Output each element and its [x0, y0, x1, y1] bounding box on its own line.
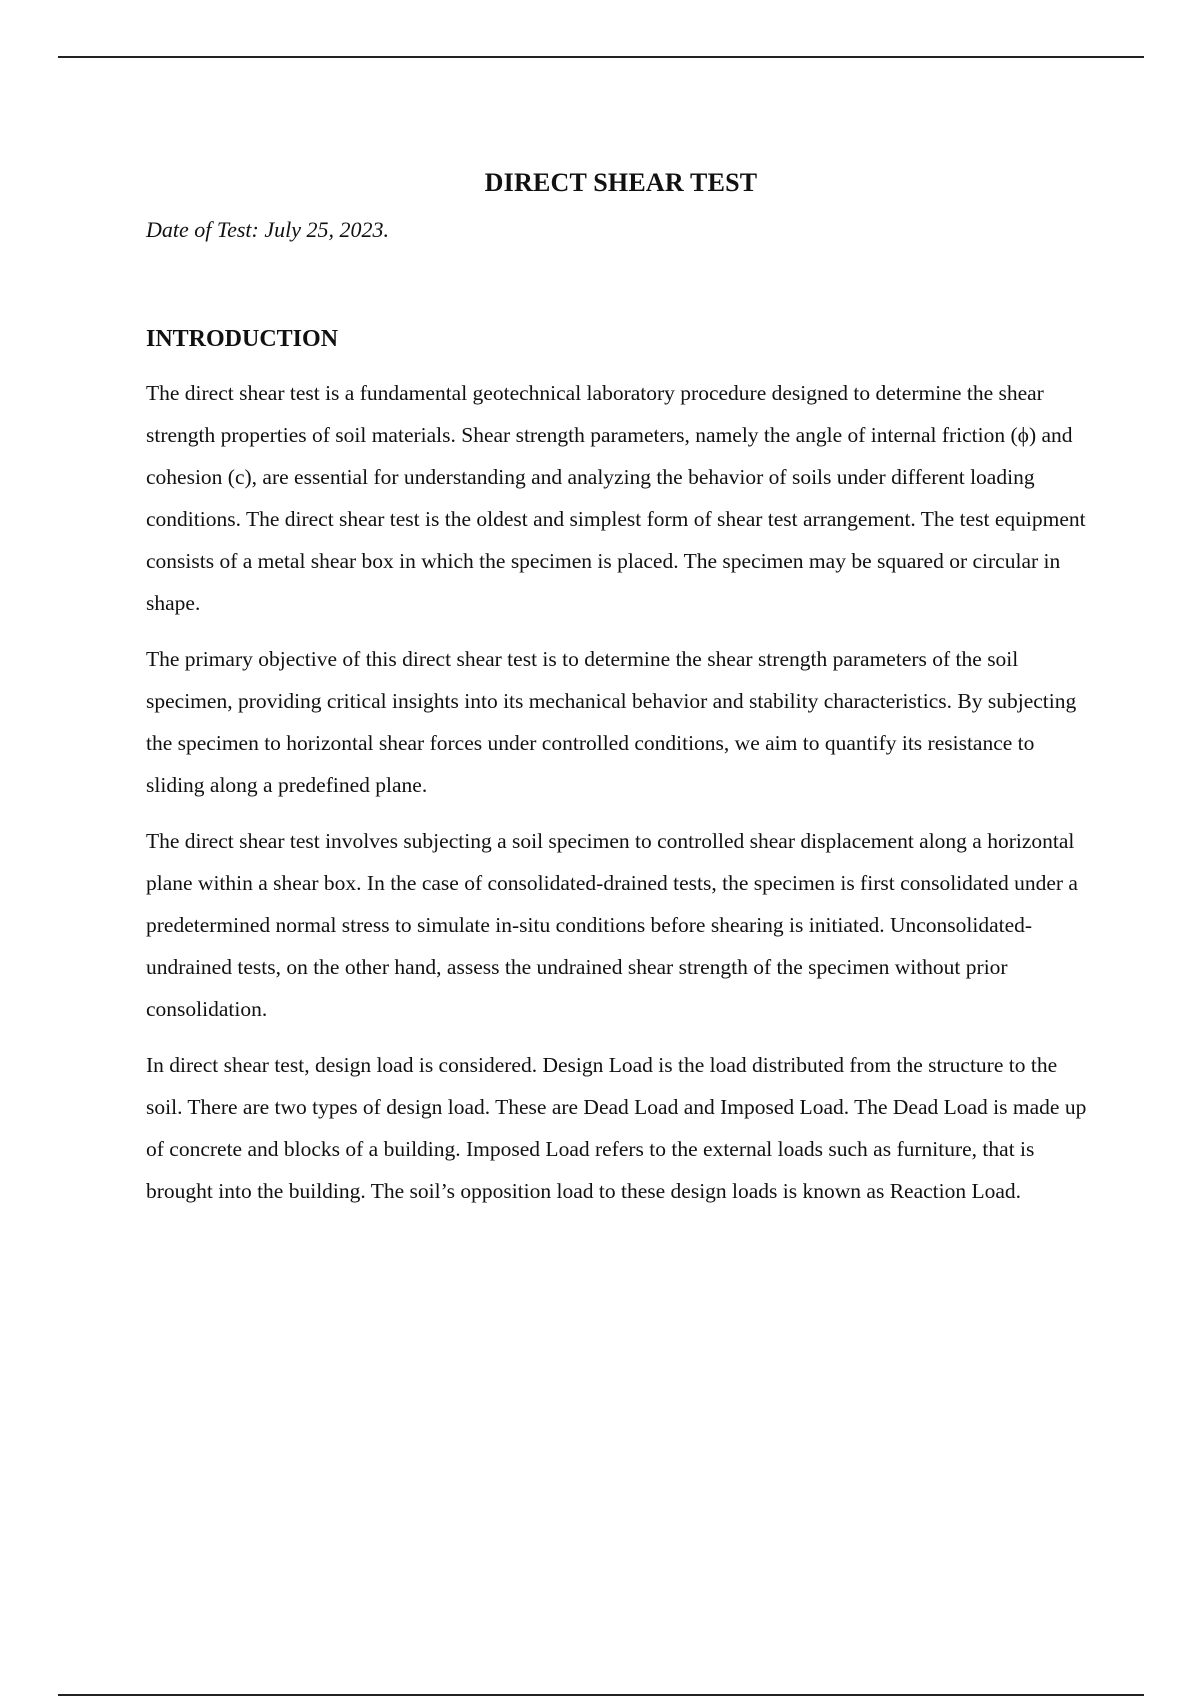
paragraph: The direct shear test involves subjecting a soil specimen to controlled shear displacement along a horizontal plane within a shear box. In the case of consolidated-drained tests, the specimen is first consolidated under a predetermined normal stress to simulate in-situ conditions before shearing is initiated. Unconsolidated-undrained tests, on the other hand, assess the undrained shear strength of the specimen without prior consolidation. — [146, 829, 1078, 1021]
introduction-section — [146, 324, 1096, 1212]
document-body — [146, 168, 1096, 1226]
date-of-test: Date of Test: July 25, 2023. — [146, 217, 389, 242]
top-rule — [58, 56, 1144, 58]
paragraph: In direct shear test, design load is considered. Design Load is the load distributed from the structure to the soil. There are two types of design load. These are Dead Load and Imposed Load. The Dead Load is made up of concrete and blocks of a building. Imposed Load refers to the external loads such as furniture, that is brought into the building. The soil’s opposition load to these design loads is known as Reaction Load. — [146, 1053, 1087, 1203]
section-heading-introduction: INTRODUCTION — [146, 326, 339, 352]
bottom-rule — [58, 1694, 1144, 1696]
document-title: DIRECT SHEAR TEST — [484, 168, 758, 197]
paragraph: The primary objective of this direct shear test is to determine the shear strength parameters of the soil specimen, providing critical insights into its mechanical behavior and stability characteristics. By subjecting the specimen to horizontal shear forces under controlled conditions, we aim to quantify its resistance to sliding along a predefined plane. — [146, 647, 1077, 797]
paragraph: The direct shear test is a fundamental geotechnical laboratory procedure designed to determine the shear strength properties of soil materials. Shear strength parameters, namely the angle of internal friction (ϕ) and cohesion (c), are essential for understanding and analyzing the behavior of soils under different loading conditions. The direct shear test is the oldest and simplest form of shear test arrangement. The test equipment consists of a metal shear box in which the specimen is placed. The specimen may be squared or circular in shape. — [146, 381, 1086, 615]
